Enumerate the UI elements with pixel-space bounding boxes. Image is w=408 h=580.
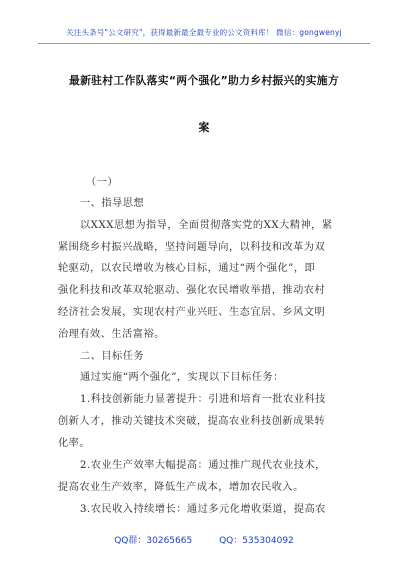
document-title-line-2: 案 [198, 121, 210, 134]
page-header [0, 0, 408, 40]
para1-line: 轮驱动，以农民增收为核心目标，通过“两个强化”，即 [58, 263, 316, 274]
item1-line: 化率。 [58, 438, 91, 449]
footer-qq-group: QQ群：30265665 [114, 536, 193, 546]
item3-line: 3.农民收入持续增长：通过多元化增收渠道，提高农 [80, 504, 326, 515]
para1-line: 经济社会发展，实现农村产业兴旺、生态宜居、乡风文明 [58, 307, 326, 318]
document-title-line-1: 最新驻村工作队落实“两个强化”助力乡村振兴的实施方 [68, 74, 340, 87]
para2-text: 通过实施“两个强化”，实现以下目标任务： [80, 372, 284, 383]
page-footer [0, 533, 408, 546]
para1-line: 治理有效、生活富裕。 [58, 329, 165, 340]
header-divider [38, 43, 370, 44]
section-marker: （一） [86, 177, 119, 188]
para1-line: 强化科技和改革双轮驱动、强化农民增收举措，推动农村 [58, 285, 326, 296]
para1-line: 紧围绕乡村振兴战略，坚持问题导向，以科技和改革为双 [58, 242, 326, 253]
item2-line: 2.农业生产效率大幅提高：通过推广现代农业技术， [80, 460, 326, 471]
heading-goals-tasks: 二、目标任务 [80, 351, 145, 362]
header-promo-text: 关注头条号"公文研究"，获得最新最全最专业的公文资料库！ 微信：gongwenyj [66, 28, 342, 37]
footer-qq-contact: QQ：535304092 [219, 536, 294, 546]
item1-line: 1.科技创新能力显著提升：引进和培育一批农业科技 [80, 394, 326, 405]
item1-line: 创新人才，推动关键技术突破，提高农业科技创新成果转 [58, 416, 326, 427]
heading-guiding-ideology: 一、指导思想 [80, 198, 145, 209]
para1-line: 以XXX思想为指导，全面贯彻落实党的XX大精神，紧 [80, 220, 333, 231]
item2-line: 提高农业生产效率，降低生产成本，增加农民收入。 [58, 482, 304, 493]
